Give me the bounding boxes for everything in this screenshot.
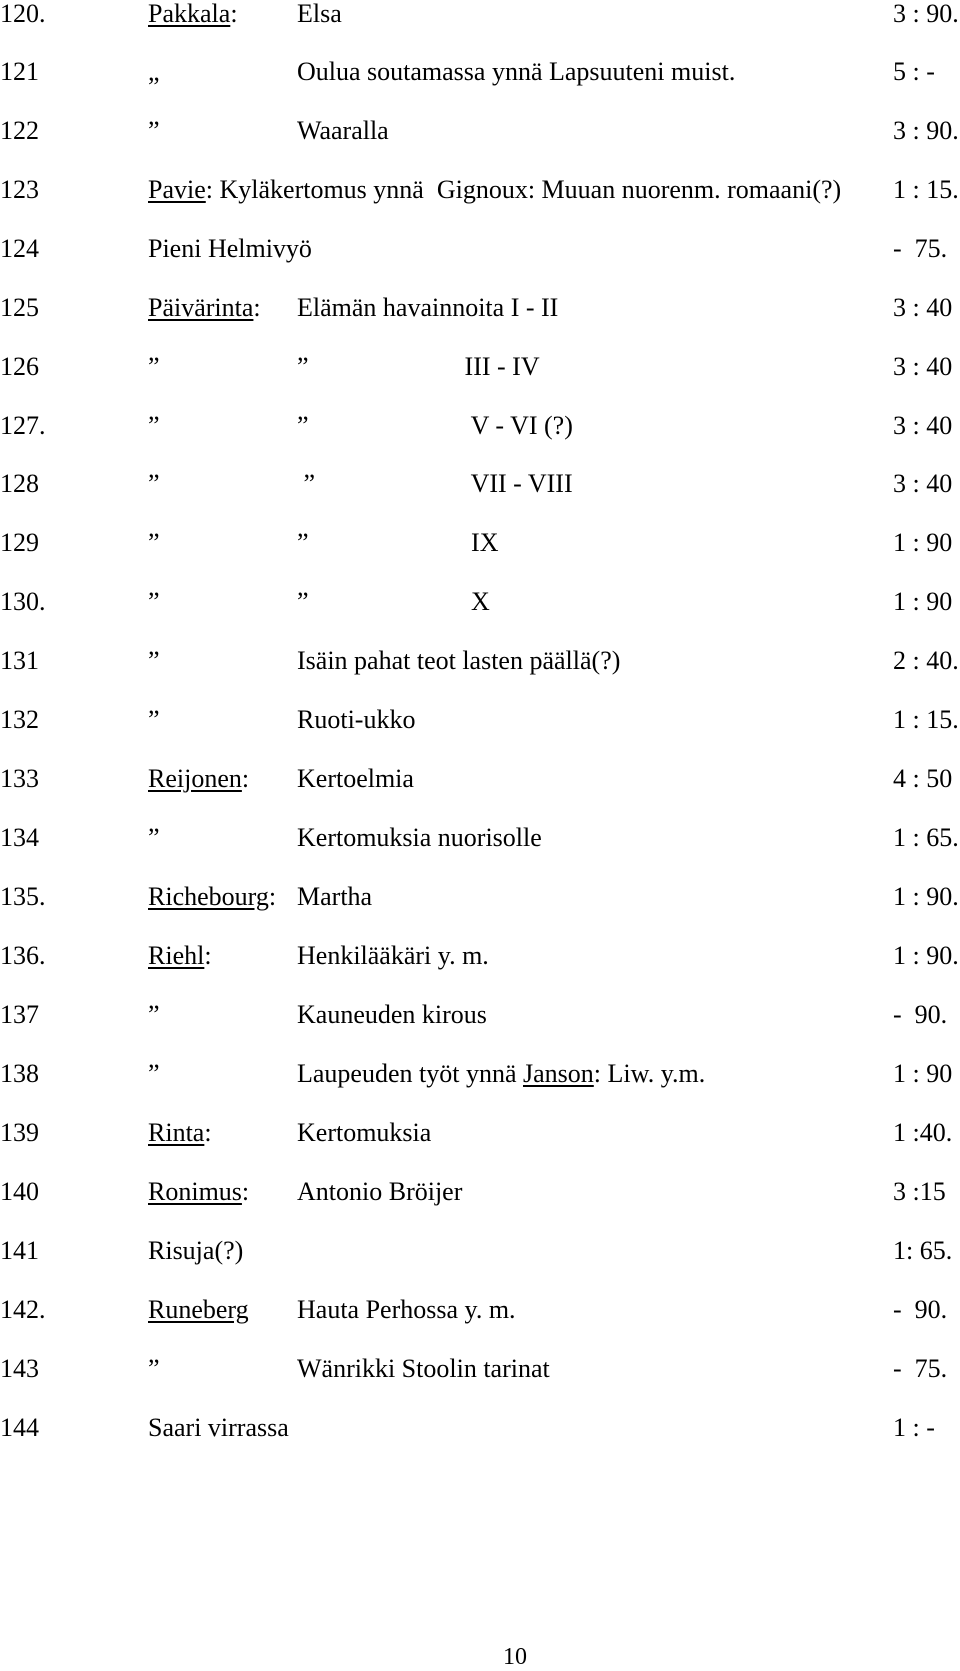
item-number: 126 [0,352,39,381]
item-price: 1 : 90 [893,528,953,557]
item-price: - 75. [893,1354,948,1383]
list-item [0,883,960,923]
item-number: 121 [0,57,39,86]
author-name: ” [148,1059,160,1088]
list-item [0,1178,960,1218]
item-number: 140 [0,1177,39,1206]
item-author [148,58,160,86]
author-name: ” [148,646,160,675]
page-number: 10 [503,1644,527,1670]
author-name: ” [148,116,160,145]
author-suffix: : [253,293,261,322]
item-number: 139 [0,1118,39,1147]
item-number: 122 [0,116,39,145]
author-suffix: : [204,1118,212,1147]
list-item [0,294,960,334]
item-price: 3 : 90. [893,0,959,28]
item-price: 1 : 90. [893,941,959,970]
author-name: Ronimus [148,1177,242,1206]
item-price: 3 : 40 [893,469,953,498]
title-suffix: : Liw. y.m. [593,1059,706,1088]
item-number: 132 [0,705,39,734]
list-item [0,1001,960,1041]
list-item [0,470,960,510]
item-number: 127. [0,411,46,440]
item-title [297,470,573,498]
author-name: „ [148,57,160,86]
item-author [148,294,261,322]
item-author [148,1178,249,1206]
item-author [148,117,160,145]
list-item [0,647,960,687]
title-text: Elämän havainnoita I - II [297,293,559,322]
list-item [0,176,960,216]
item-price: 1 : 90 [893,1059,953,1088]
item-title [297,294,558,322]
item-title [297,58,735,86]
item-author [148,1414,289,1442]
author-name: Reijonen [148,764,242,793]
title-text: Elsa [297,0,342,28]
title-text: Laupeuden työt ynnä [297,1059,523,1088]
item-price: 1 : 15. [893,705,959,734]
author-name: Risuja(?) [148,1236,244,1265]
item-author [148,1060,160,1088]
list-item [0,0,960,40]
author-name: ” [148,1000,160,1029]
item-title [297,1119,431,1147]
author-name: Pavie [148,175,206,204]
author-name: Runeberg [148,1295,249,1324]
list-item [0,1237,960,1277]
item-author [148,1237,243,1265]
item-title [297,765,414,793]
item-number: 144 [0,1413,39,1442]
item-number: 134 [0,823,39,852]
title-text: Kertomuksia [297,1118,432,1147]
item-price: 3 : 90. [893,116,959,145]
author-suffix: : [241,1177,250,1206]
author-name: Richebourg [148,882,269,911]
item-author [148,1119,212,1147]
list-item [0,235,960,275]
item-author [148,883,276,911]
title-text: Henkilääkäri y. m. [297,941,489,970]
title-text: Antonio Bröijer [297,1177,463,1206]
item-author [148,0,238,28]
item-price: 1 : 15. [893,175,959,204]
item-author [148,1001,160,1029]
item-title [297,117,389,145]
item-title [297,588,490,616]
title-text: Kauneuden kirous [297,1000,487,1029]
item-number: 137 [0,1000,39,1029]
item-number: 124 [0,234,39,263]
item-author [148,765,249,793]
item-price: 1 : 90. [893,882,959,911]
author-name: ” [148,587,160,616]
item-price: 3 : 40 [893,411,953,440]
list-item [0,1414,960,1454]
item-price: - 75. [893,234,948,263]
item-number: 138 [0,1059,39,1088]
item-author [148,588,160,616]
item-title [297,0,342,28]
item-number: 125 [0,293,39,322]
item-title [297,706,415,734]
list-item [0,765,960,805]
list-item [0,706,960,746]
author-name: ” [148,411,160,440]
list-item [0,588,960,628]
item-price: 5 : - [893,57,935,86]
author-suffix: : [204,941,212,970]
item-number: 123 [0,175,39,204]
author-name: Päivärinta [148,293,254,322]
item-author [148,353,160,381]
list-item [0,117,960,157]
item-number: 129 [0,528,39,557]
author-suffix: : [241,764,250,793]
title-text: ” V - VI (?) [297,411,573,440]
author-name: ” [148,823,160,852]
list-item [0,1119,960,1159]
item-title [297,824,542,852]
title-text: Waaralla [297,116,389,145]
list-item [0,942,960,982]
item-title [297,942,489,970]
item-number: 141 [0,1236,39,1265]
title-text: Isäin pahat teot lasten päällä(?) [297,646,621,675]
author-name: Pakkala [148,0,231,28]
item-price: 3 : 40 [893,352,953,381]
item-title [297,1355,550,1383]
item-title [297,1178,462,1206]
item-author [148,176,841,204]
item-author [148,647,160,675]
item-number: 131 [0,646,39,675]
list-item [0,529,960,569]
item-price: 2 : 40. [893,646,959,675]
item-author [148,1355,160,1383]
title-text: Ruoti-ukko [297,705,416,734]
item-number: 130. [0,587,46,616]
item-author [148,412,160,440]
list-item [0,353,960,393]
item-number: 133 [0,764,39,793]
item-title [297,353,540,381]
title-author-name: Janson [523,1059,594,1088]
item-author [148,942,212,970]
item-title [297,1060,705,1088]
list-item [0,1296,960,1336]
item-title [297,883,372,911]
title-text: Oulua soutamassa ynnä Lapsuuteni muist. [297,57,736,86]
author-suffix: : [268,882,277,911]
author-name: ” [148,705,160,734]
item-author [148,235,312,263]
item-title [297,529,498,557]
item-number: 142. [0,1295,46,1324]
item-price: 4 : 50 [893,764,953,793]
item-author [148,1296,249,1324]
author-suffix: : Kyläkertomus ynnä Gignoux: Muuan nuorenm. romaani(?) [205,175,842,204]
item-number: 143 [0,1354,39,1383]
title-text: Kertoelmia [297,764,414,793]
item-title [297,647,620,675]
item-author [148,529,160,557]
list-item [0,412,960,452]
title-text: Martha [297,882,373,911]
author-name: ” [148,1354,160,1383]
item-price: 3 : 40 [893,293,953,322]
author-name: Rinta [148,1118,205,1147]
item-author [148,470,160,498]
author-suffix: : [230,0,238,28]
item-price: 1: 65. [893,1236,953,1265]
author-name: Pieni Helmivyö [148,234,312,263]
title-text: ” IX [297,528,499,557]
item-price: - 90. [893,1295,948,1324]
list-item [0,824,960,864]
title-text: Kertomuksia nuorisolle [297,823,542,852]
list-item [0,1060,960,1100]
item-price: 3 :15 [893,1177,946,1206]
item-price: - 90. [893,1000,948,1029]
item-number: 120. [0,0,46,28]
item-number: 135. [0,882,46,911]
item-price: 1 :40. [893,1118,953,1147]
author-name: Saari virrassa [148,1413,289,1442]
author-name: ” [148,528,160,557]
item-author [148,824,160,852]
author-name: ” [148,469,160,498]
item-price: 1 : 65. [893,823,959,852]
author-name: Riehl [148,941,205,970]
item-title [297,1296,516,1324]
list-item [0,58,960,98]
item-price: 1 : - [893,1413,935,1442]
list-item [0,1355,960,1395]
author-name: ” [148,352,160,381]
title-text: Wänrikki Stoolin tarinat [297,1354,550,1383]
item-price: 1 : 90 [893,587,953,616]
title-text: ” X [297,587,490,616]
item-title [297,412,573,440]
item-title [297,1001,487,1029]
item-number: 136. [0,941,46,970]
title-text: ” III - IV [297,352,540,381]
title-text: Hauta Perhossa y. m. [297,1295,516,1324]
item-author [148,706,160,734]
item-number: 128 [0,469,39,498]
title-text: ” VII - VIII [297,469,573,498]
